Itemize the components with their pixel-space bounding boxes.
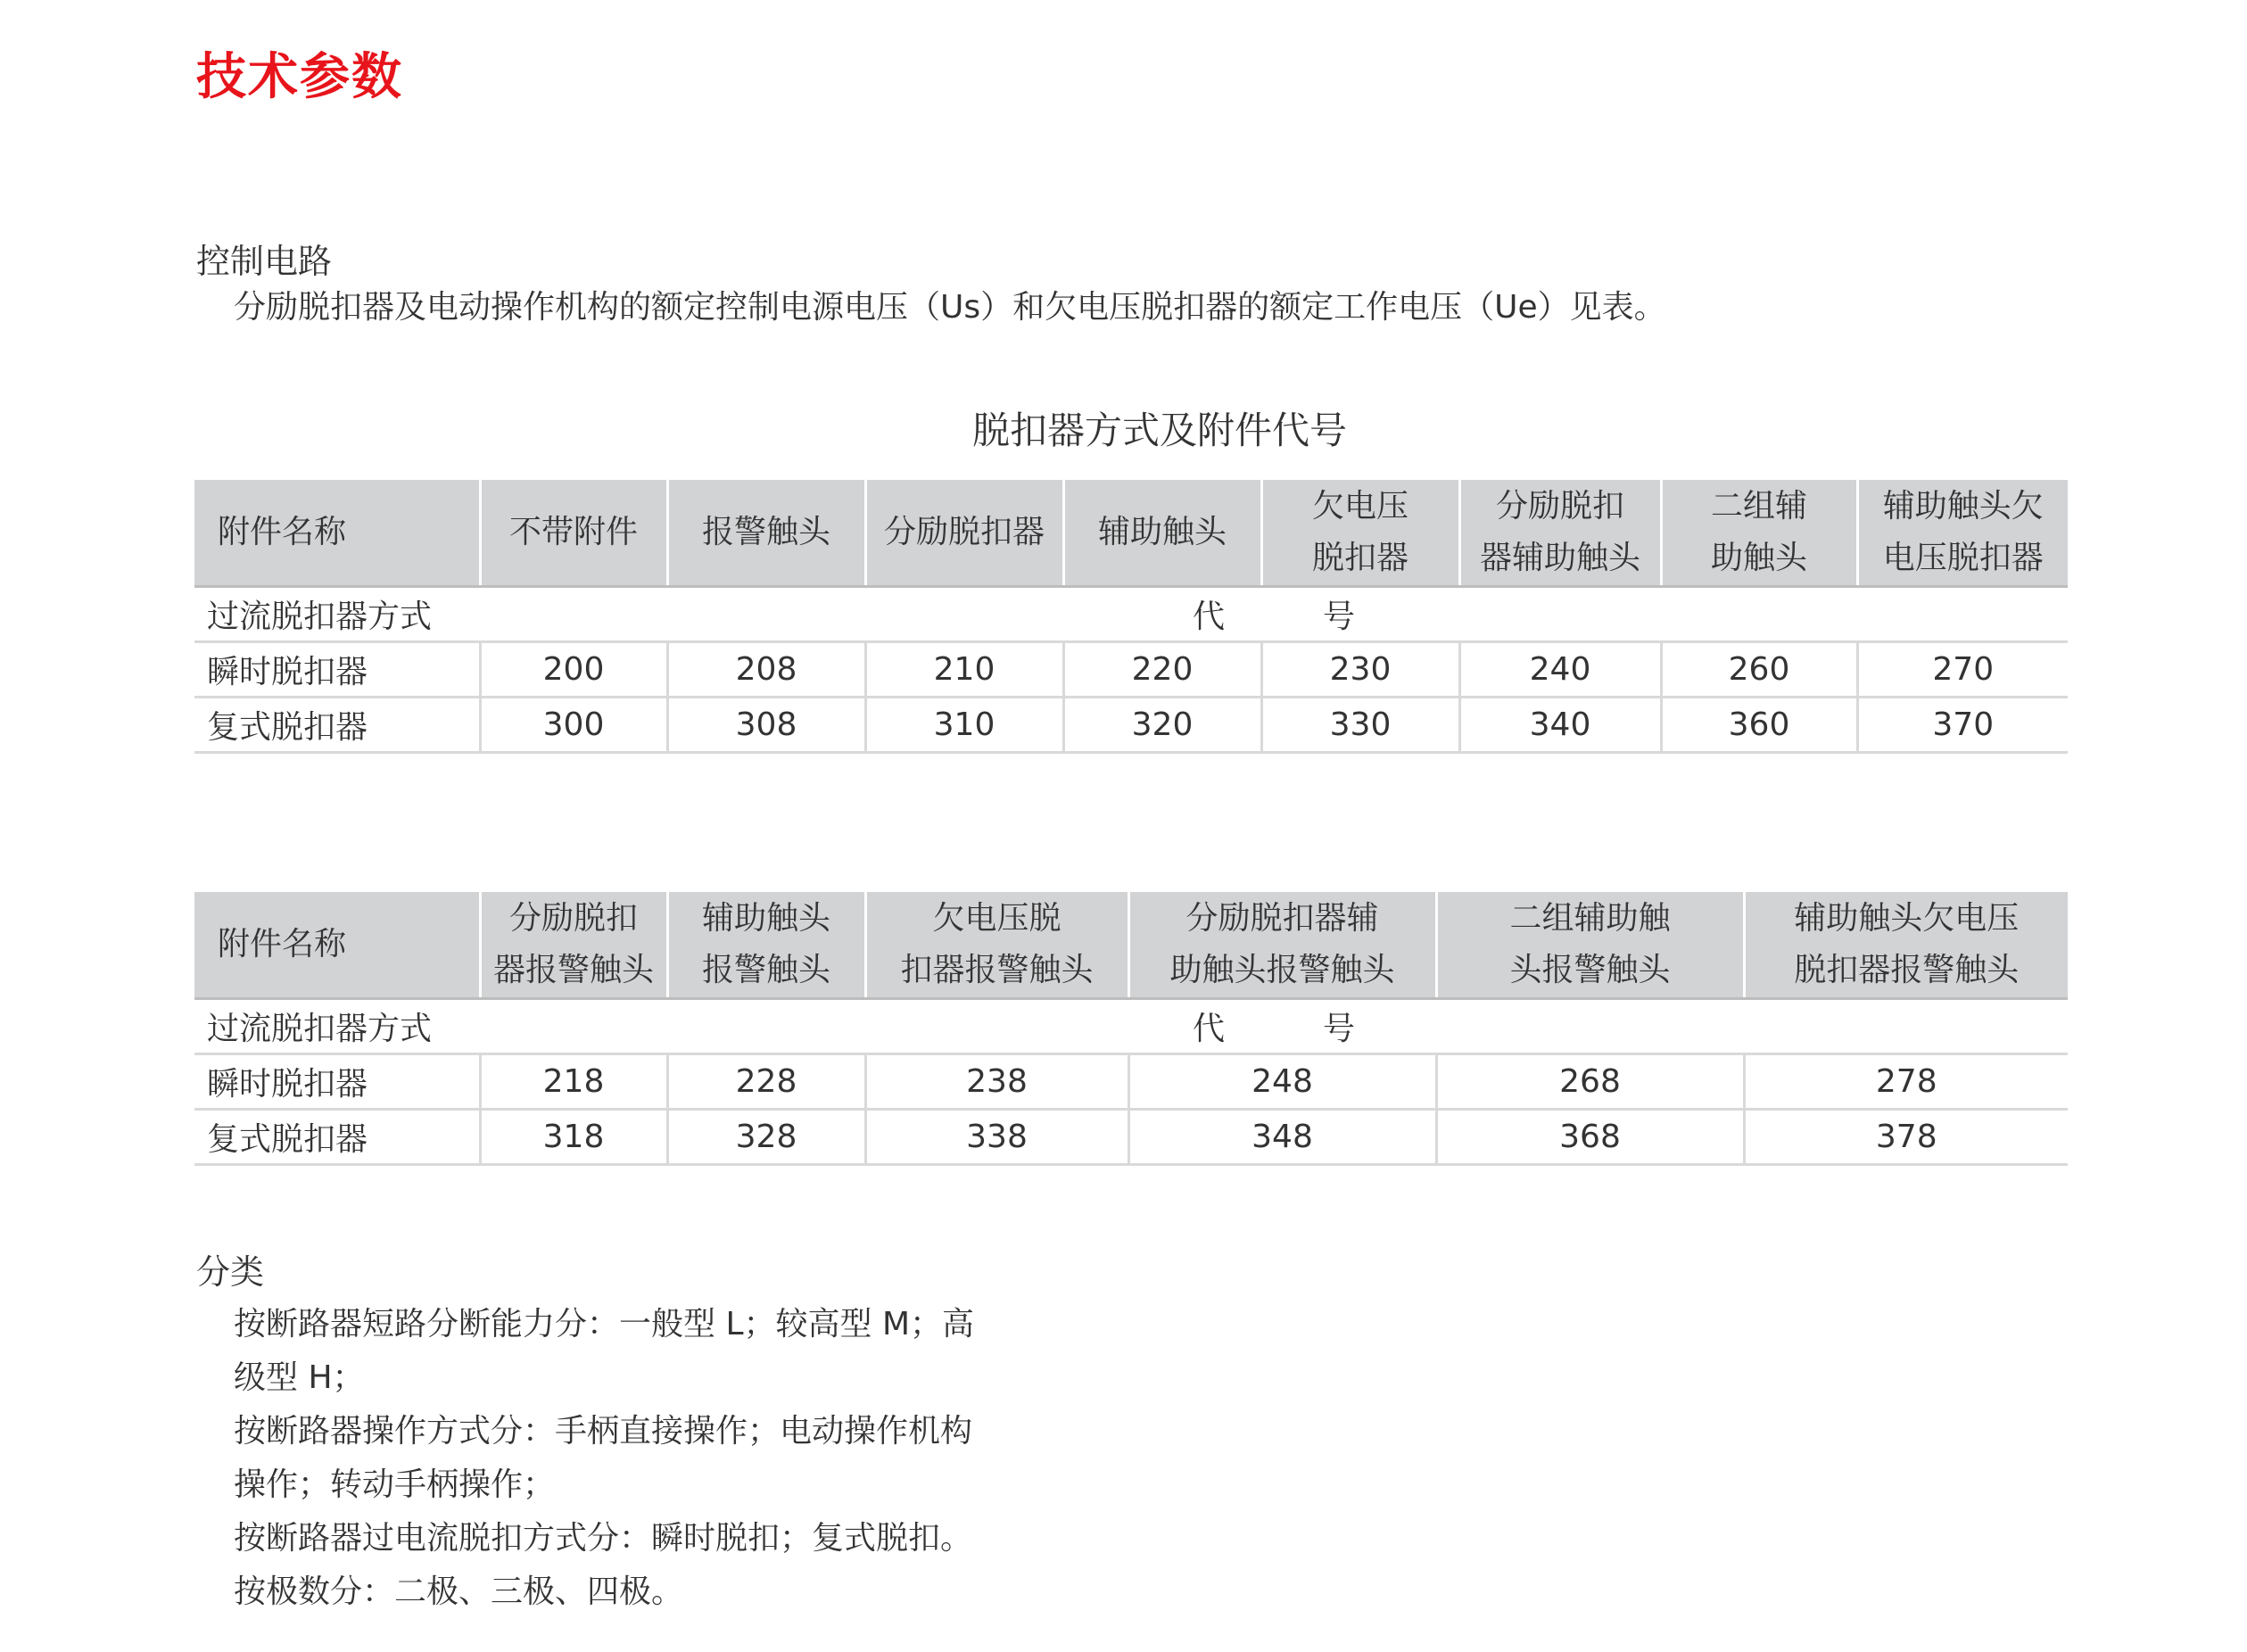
code-cell: 268 <box>1436 1054 1744 1110</box>
table2-header-cell: 分励脱扣 器报警触头 <box>480 892 667 999</box>
table1-header-cell: 二组辅 助触头 <box>1661 480 1857 587</box>
table1-caption: 脱扣器方式及附件代号 <box>971 409 1347 452</box>
table1-header-cell: 辅助触头欠 电压脱扣器 <box>1857 480 2068 587</box>
classification-line: 操作；转动手柄操作； <box>234 1466 556 1503</box>
table1-mode-label: 过流脱扣器方式 <box>194 587 480 642</box>
table1 <box>194 480 2068 754</box>
code-cell: 270 <box>1857 642 2068 698</box>
code-cell: 330 <box>1261 698 1459 753</box>
table2-header-cell: 分励脱扣器辅 助触头报警触头 <box>1128 892 1436 999</box>
table2-header-row <box>194 892 2068 999</box>
table2-header-first: 附件名称 <box>194 892 480 999</box>
table1-header-row <box>194 480 2068 587</box>
code-cell: 328 <box>667 1110 865 1165</box>
table2-mode-row <box>194 999 2068 1054</box>
code-cell: 278 <box>1744 1054 2068 1110</box>
classification-heading: 分类 <box>196 1252 265 1292</box>
code-cell: 208 <box>667 642 865 698</box>
code-cell: 248 <box>1128 1054 1436 1110</box>
row-name: 瞬时脱扣器 <box>194 1054 480 1110</box>
page-title: 技术参数 <box>196 48 403 106</box>
table1-header-cell: 不带附件 <box>480 480 667 587</box>
code-cell: 340 <box>1459 698 1661 753</box>
code-cell: 370 <box>1857 698 2068 753</box>
table1-code-label: 代号 <box>480 587 2068 642</box>
row-name: 瞬时脱扣器 <box>194 642 480 698</box>
code-cell: 230 <box>1261 642 1459 698</box>
code-cell: 238 <box>865 1054 1128 1110</box>
table2-code-label: 代号 <box>480 999 2068 1054</box>
table1-header-first: 附件名称 <box>194 480 480 587</box>
table1-header-cell: 报警触头 <box>667 480 865 587</box>
code-cell: 240 <box>1459 642 1661 698</box>
code-cell: 218 <box>480 1054 667 1110</box>
table1-mode-row <box>194 587 2068 642</box>
code-cell: 378 <box>1744 1110 2068 1165</box>
row-name: 复式脱扣器 <box>194 698 480 753</box>
code-cell: 200 <box>480 642 667 698</box>
table1-header-cell: 欠电压 脱扣器 <box>1261 480 1459 587</box>
code-cell: 320 <box>1063 698 1261 753</box>
table-row <box>194 1110 2068 1165</box>
classification-line: 按断路器短路分断能力分：一般型 L；较高型 M；高 <box>234 1306 975 1342</box>
code-cell: 228 <box>667 1054 865 1110</box>
code-cell: 260 <box>1661 642 1857 698</box>
table2-header-cell: 二组辅助触 头报警触头 <box>1436 892 1744 999</box>
code-cell: 338 <box>865 1110 1128 1165</box>
classification-list <box>234 1298 1054 1619</box>
control-circuit-text: 分励脱扣器及电动操作机构的额定控制电源电压（Us）和欠电压脱扣器的额定工作电压（Ue）见表。 <box>234 289 1666 326</box>
table1-header-cell: 辅助触头 <box>1063 480 1261 587</box>
classification-line: 按断路器过电流脱扣方式分：瞬时脱扣；复式脱扣。 <box>234 1520 973 1557</box>
code-cell: 220 <box>1063 642 1261 698</box>
code-cell: 318 <box>480 1110 667 1165</box>
table2-header-cell: 欠电压脱 扣器报警触头 <box>865 892 1128 999</box>
classification-line: 按断路器操作方式分：手柄直接操作；电动操作机构 <box>234 1413 973 1450</box>
code-cell: 360 <box>1661 698 1857 753</box>
code-cell: 368 <box>1436 1110 1744 1165</box>
code-cell: 300 <box>480 698 667 753</box>
table2-header-cell: 辅助触头 报警触头 <box>667 892 865 999</box>
table1-header-cell: 分励脱扣器 <box>865 480 1063 587</box>
row-name: 复式脱扣器 <box>194 1110 480 1165</box>
classification-line: 级型 H； <box>234 1359 365 1396</box>
table2-header-cell: 辅助触头欠电压 脱扣器报警触头 <box>1744 892 2068 999</box>
table2-mode-label: 过流脱扣器方式 <box>194 999 480 1054</box>
table-row <box>194 642 2068 698</box>
code-cell: 210 <box>865 642 1063 698</box>
code-cell: 308 <box>667 698 865 753</box>
classification-line: 按极数分：二极、三极、四极。 <box>234 1574 684 1610</box>
code-cell: 310 <box>865 698 1063 753</box>
code-cell: 348 <box>1128 1110 1436 1165</box>
table2 <box>194 892 2068 1166</box>
table1-header-cell: 分励脱扣 器辅助触头 <box>1459 480 1661 587</box>
table-row <box>194 1054 2068 1110</box>
table-row <box>194 698 2068 753</box>
control-circuit-heading: 控制电路 <box>196 242 333 281</box>
